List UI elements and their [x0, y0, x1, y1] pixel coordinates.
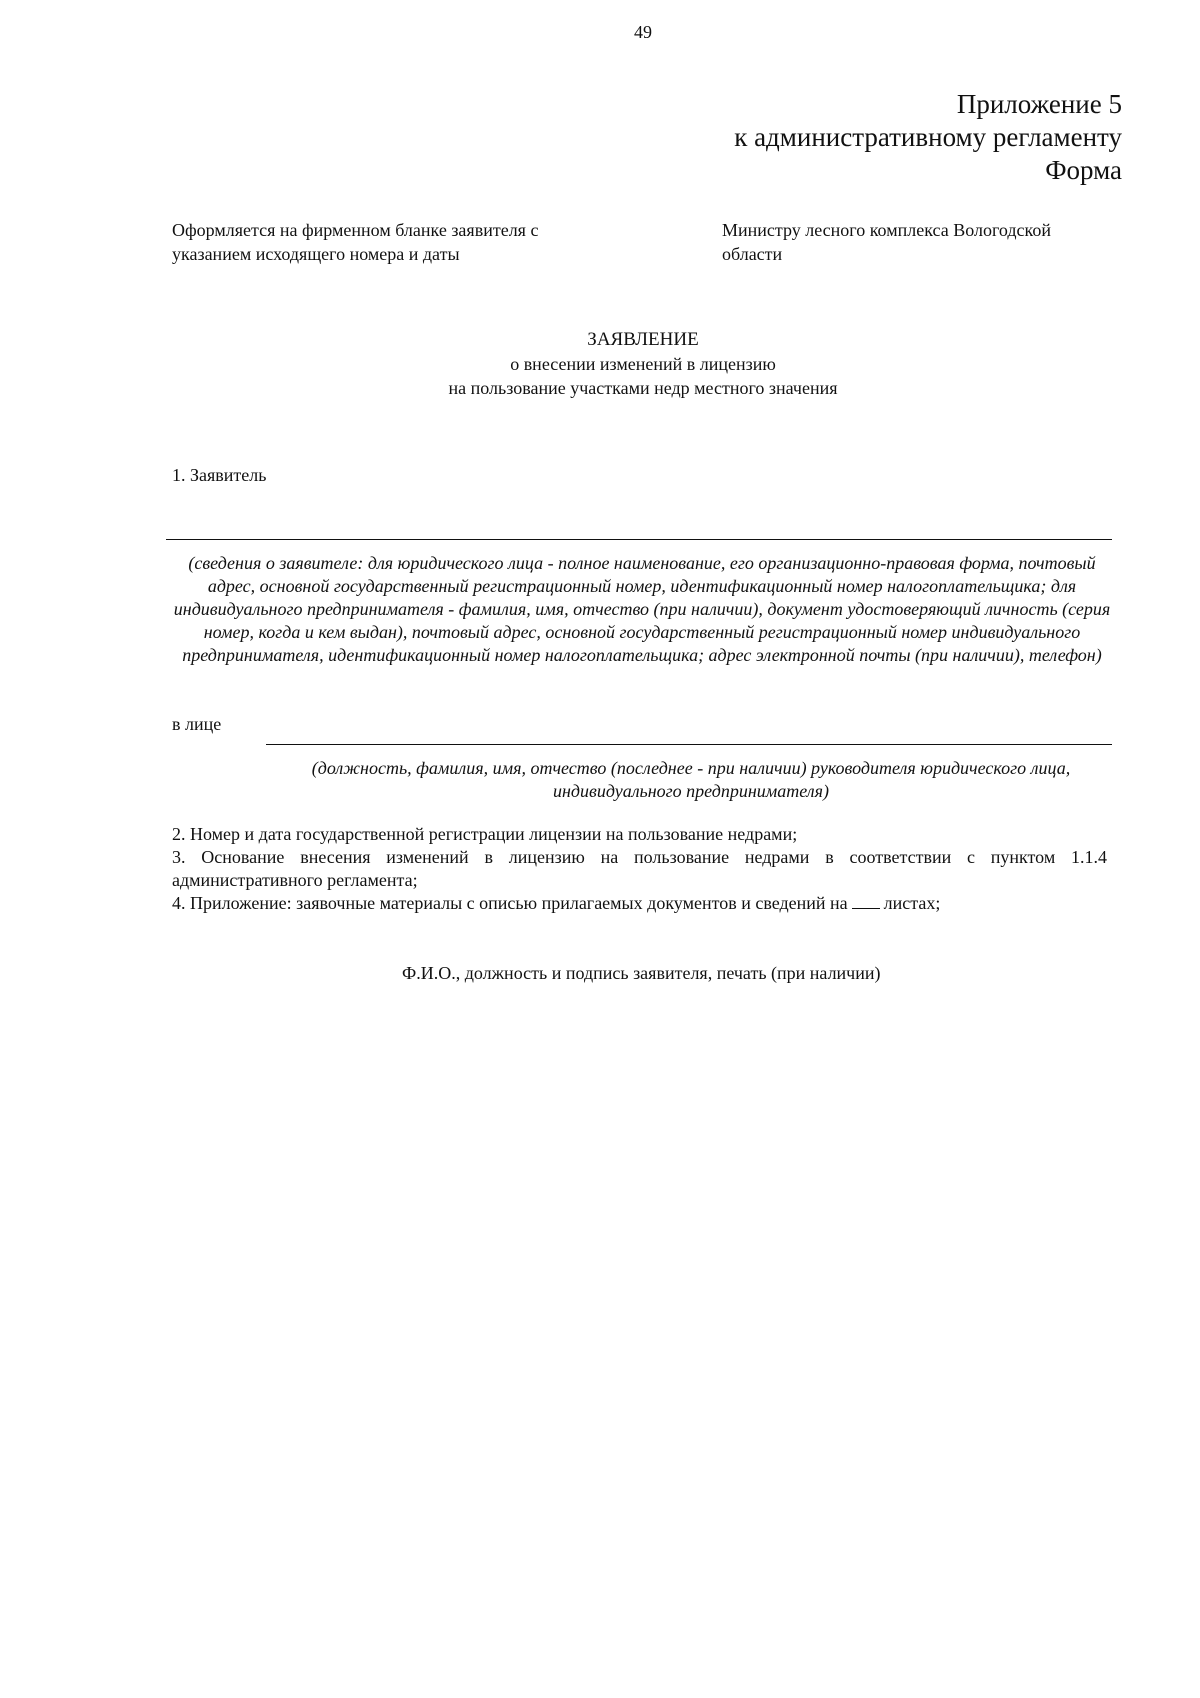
appendix-line-1: Приложение 5	[956, 89, 1122, 119]
title-sub-2: на пользование участками недр местного значения	[448, 378, 838, 398]
item-3: 3. Основание внесения изменений в лицензию на пользование недрами в соответствии с пунктом 1.1.4 административного регламента;	[172, 847, 1107, 890]
applicant-fill-line	[166, 539, 1112, 540]
applicant-hint: (сведения о заявителе: для юридического лица - полное наименование, его организационно-правовая форма, почтовый адрес, основной государственный регистрационный номер, идентификационный номер налогоплательщика; для индивидуального предпринимателя - фамилия, имя, отчество (при наличии), документ удостоверяющий личность (серия номер, когда и кем выдан), почтовый адрес, основной государственный регистрационный номер индивидуального предпринимателя, идентификационный номер налогоплательщика; адрес электронной почты (при наличии), телефон)	[173, 553, 1111, 665]
document-title	[0, 328, 1200, 400]
appendix-line-3: Форма	[1045, 155, 1122, 185]
representative-label: в лице	[172, 714, 222, 734]
item-2: 2. Номер и дата государственной регистрации лицензии на пользование недрами;	[172, 824, 798, 844]
item-4-suffix: листах;	[883, 893, 941, 913]
item-4-text: 4. Приложение: заявочные материалы с описью прилагаемых документов и сведений на	[172, 893, 848, 913]
page-number: 49	[634, 22, 652, 42]
pages-count-blank	[852, 894, 880, 909]
signature-caption: Ф.И.О., должность и подпись заявителя, печать (при наличии)	[402, 963, 881, 983]
applicant-label: 1. Заявитель	[172, 465, 267, 485]
addressee: Министру лесного комплекса Вологодской области	[722, 220, 1051, 264]
representative-hint: (должность, фамилия, имя, отчество (последнее - при наличии) руководителя юридического лица, индивидуального предпринимателя)	[311, 758, 1071, 801]
items-list	[172, 823, 1107, 915]
appendix-header	[734, 88, 1122, 187]
letterhead-note: Оформляется на фирменном бланке заявителя с указанием исходящего номера и даты	[172, 220, 539, 264]
item-4	[172, 892, 1107, 915]
title-sub-1: о внесении изменений в лицензию	[510, 354, 776, 374]
representative-fill-line	[266, 744, 1112, 745]
appendix-line-2: к административному регламенту	[734, 122, 1122, 152]
title-main: ЗАЯВЛЕНИЕ	[587, 329, 699, 350]
